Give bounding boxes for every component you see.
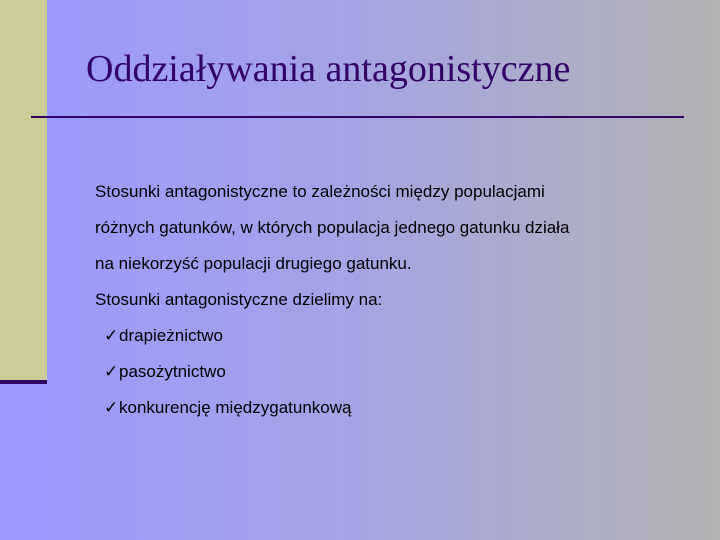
list-item: [95, 354, 695, 390]
left-accent-bar-underline: [0, 380, 47, 384]
list-item: [95, 390, 695, 426]
list-intro: Stosunki antagonistyczne dzielimy na:: [95, 290, 383, 309]
paragraph-line: różnych gatunków, w których populacja jednego gatunku działa: [95, 218, 570, 237]
paragraph-line: Stosunki antagonistyczne to zależności między populacjami: [95, 182, 545, 201]
left-accent-bar: [0, 0, 47, 382]
checkmark-icon: ✓: [104, 362, 119, 381]
checkmark-icon: ✓: [104, 398, 119, 417]
paragraph-line: na niekorzyść populacji drugiego gatunku.: [95, 254, 412, 273]
title-divider: [31, 116, 684, 118]
list-item-label: pasożytnictwo: [119, 362, 226, 381]
list-item-label: drapieżnictwo: [119, 326, 223, 345]
list-item: [95, 318, 695, 354]
list-item-label: konkurencję międzygatunkową: [119, 398, 352, 417]
slide-title: Oddziaływania antagonistyczne: [86, 48, 571, 90]
slide-body: [95, 174, 695, 426]
checkmark-icon: ✓: [104, 326, 119, 345]
